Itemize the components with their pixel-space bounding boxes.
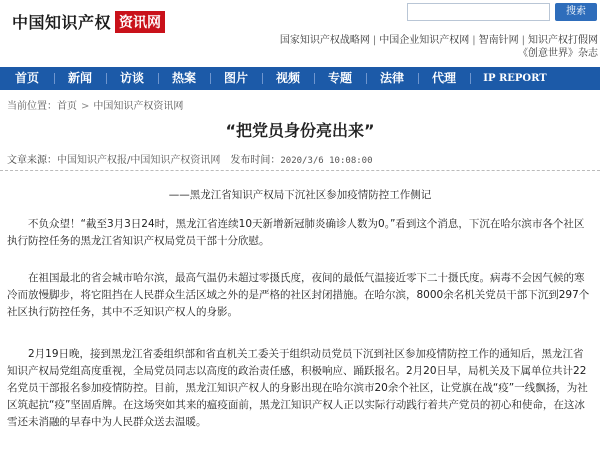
- nav-agency[interactable]: 代理: [418, 67, 470, 90]
- article-paragraph: 2月19日晚，接到黑龙江省委组织部和省直机关工委关于组织动员党员下沉到社区参加疫情防控工作的通知后，黑龙江省知识产权局党组高度重视，全局党员同志以高度的政治责任感，积极响应、踊跃报名。2月20日早，局机关及下属单位共计22名党员干部报名参加疫情防控。目前，黑龙江知识产权人的身影出现在哈尔滨市20余个社区，让党旗在战“疫”一线飘扬，为社区筑起抗“疫”坚固盾牌。在这场突如其来的瘟疫面前，黑龙江知识产权人正以实际行动践行着共产党员的初心和使命，在这冰雪还未消融的早春中为人民群众送去温暖。: [7, 348, 588, 428]
- nav-hot-cases[interactable]: 热案: [158, 67, 210, 90]
- site-logo[interactable]: [12, 10, 165, 33]
- breadcrumb-separator: >: [81, 101, 90, 112]
- source-value: 中国知识产权报/中国知识产权资讯网: [57, 155, 221, 166]
- article-subtitle: ——黑龙江省知识产权局下沉社区参加疫情防控工作侧记: [168, 189, 432, 201]
- nav-law[interactable]: 法律: [366, 67, 418, 90]
- search-button[interactable]: 搜索: [555, 3, 597, 21]
- breadcrumb: [7, 97, 183, 112]
- publish-date: 2020/3/6 10:08:00: [280, 156, 373, 166]
- partner-links: [279, 34, 598, 59]
- nav-video[interactable]: 视频: [262, 67, 314, 90]
- logo-text: 中国知识产权: [12, 13, 112, 32]
- nav-home[interactable]: 首页: [14, 71, 39, 85]
- link-strategy[interactable]: 国家知识产权战略网: [279, 35, 370, 46]
- logo-badge: 资讯网: [115, 11, 165, 33]
- link-zhinanzhen[interactable]: 智南针网: [478, 35, 519, 46]
- nav-interviews[interactable]: 访谈: [106, 67, 158, 90]
- link-separator: |: [472, 35, 476, 46]
- breadcrumb-home[interactable]: 首页: [57, 101, 77, 112]
- link-anti-counterfeit[interactable]: 知识产权打假网: [528, 35, 598, 46]
- source-label: 文章来源：: [7, 155, 57, 166]
- search-input[interactable]: [407, 3, 550, 21]
- article-title: “把党员身份亮出来”: [225, 121, 375, 140]
- nav-news[interactable]: 新闻: [54, 67, 106, 90]
- article-meta: [7, 151, 373, 166]
- site-header: [0, 0, 600, 58]
- article-paragraph: 在祖国最北的省会城市哈尔滨，最高气温仍未超过零摄氏度，夜间的最低气温接近零下二十摄氏度。病毒不会因气候的寒冷而放慢脚步，将它阻挡在人民群众生活区域之外的是严格的社区封闭措施。在哈尔滨，8000余名机关党员干部下沉到297个社区执行防控任务，其中不乏知识产权人的身影。: [7, 272, 590, 318]
- link-magazine[interactable]: 《创意世界》杂志: [518, 48, 598, 59]
- nav-pictures[interactable]: 图片: [210, 67, 262, 90]
- link-separator: |: [372, 35, 377, 46]
- main-nav: [0, 67, 600, 90]
- breadcrumb-label: 当前位置：: [7, 101, 57, 112]
- link-enterprise[interactable]: 中国企业知识产权网: [379, 35, 470, 46]
- article-paragraph: 不负众望！“截至3月3日24时，黑龙江省连续10天新增新冠肺炎确诊人数为0。”看到这个消息，下沉在哈尔滨市各个社区执行防控任务的黑龙江省知识产权局党员干部十分欣慰。: [7, 218, 585, 247]
- date-label: 发布时间：: [230, 155, 281, 166]
- nav-ip-report[interactable]: IP REPORT: [470, 67, 560, 90]
- meta-divider: [0, 170, 600, 171]
- link-separator: |: [521, 35, 525, 46]
- breadcrumb-site[interactable]: 中国知识产权资讯网: [93, 101, 184, 112]
- nav-topics[interactable]: 专题: [314, 67, 366, 90]
